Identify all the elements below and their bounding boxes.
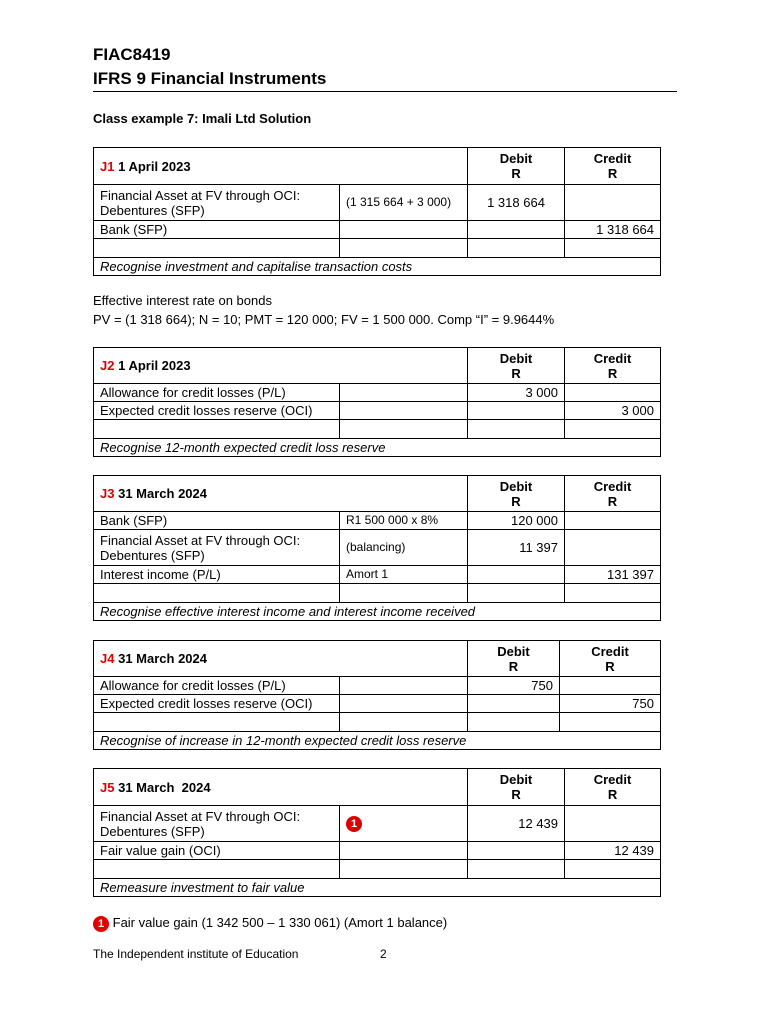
journal-title: [94, 769, 468, 806]
debit-header: Debit R: [468, 769, 565, 806]
journal-ref: J5: [100, 779, 115, 795]
journal-row: [94, 842, 661, 860]
debit-amount: 11 397: [468, 530, 565, 566]
journal-entry-j3: [93, 475, 661, 621]
journal-row: [94, 566, 661, 584]
calculation-note: [340, 384, 468, 402]
debit-amount: [468, 402, 565, 420]
journal-title: [94, 148, 468, 185]
credit-amount: 131 397: [565, 566, 661, 584]
credit-amount: [565, 530, 661, 566]
account-name: Bank (SFP): [94, 512, 340, 530]
credit-header: Credit R: [565, 148, 661, 185]
calculation-note: [340, 402, 468, 420]
journal-narration: Recognise of increase in 12-month expected credit loss reserve: [94, 732, 661, 750]
account-name: Financial Asset at FV through OCI: Debentures (SFP): [94, 806, 340, 842]
calculation-note: [340, 842, 468, 860]
account-name: Allowance for credit losses (P/L): [94, 677, 340, 695]
debit-amount: 750: [468, 677, 560, 695]
debit-amount: [468, 221, 565, 239]
journal-ref: J2: [100, 358, 115, 373]
course-code: FIAC8419: [93, 45, 171, 64]
journal-entry-j4: [93, 640, 661, 750]
journal-narration: Recognise 12-month expected credit loss reserve: [94, 439, 661, 457]
credit-amount: 1 318 664: [565, 221, 661, 239]
credit-amount: [565, 185, 661, 221]
journal-row: [94, 695, 661, 713]
account-name: Bank (SFP): [94, 221, 340, 239]
footnote: [93, 914, 447, 932]
footnote-text: Fair value gain (1 342 500 – 1 330 061) (Amort 1 balance): [112, 915, 448, 930]
journal-ref: J1: [100, 158, 115, 174]
journal-date: 1 April 2023: [118, 358, 191, 373]
footnote-marker-icon: 1: [93, 916, 109, 932]
header-divider: [93, 91, 677, 92]
journal-row: [94, 677, 661, 695]
journal-narration: Recognise investment and capitalise transaction costs: [94, 258, 661, 276]
debit-amount: 120 000: [468, 512, 565, 530]
journal-date: 31 March 2024: [118, 486, 207, 501]
journal-title: [94, 348, 468, 384]
blank-row: [94, 713, 661, 732]
debit-amount: [468, 695, 560, 713]
debit-amount: 12 439: [468, 806, 565, 842]
journal-date: 31 March 2024: [118, 651, 207, 666]
credit-amount: [565, 806, 661, 842]
debit-header: Debit R: [468, 476, 565, 512]
journal-row: [94, 530, 661, 566]
account-name: Allowance for credit losses (P/L): [94, 384, 340, 402]
blank-row: [94, 584, 661, 603]
credit-amount: 750: [560, 695, 661, 713]
debit-amount: 1 318 664: [468, 185, 565, 221]
journal-date: 31 March 2024: [118, 779, 211, 795]
debit-amount: [468, 842, 565, 860]
debit-header: Debit R: [468, 641, 560, 677]
blank-row: [94, 239, 661, 258]
blank-row: [94, 420, 661, 439]
calculation-note: Amort 1: [340, 566, 468, 584]
account-name: Financial Asset at FV through OCI: Debentures (SFP): [94, 530, 340, 566]
journal-row: [94, 384, 661, 402]
page-number: 2: [380, 947, 387, 961]
journal-entry-j5: [93, 768, 661, 897]
journal-row: [94, 512, 661, 530]
journal-row: [94, 185, 661, 221]
eir-heading: Effective interest rate on bonds: [93, 293, 272, 308]
journal-row: [94, 221, 661, 239]
credit-amount: [565, 512, 661, 530]
journal-narration: Recognise effective interest income and interest income received: [94, 603, 661, 621]
calculation-note: [340, 695, 468, 713]
credit-header: Credit R: [565, 769, 661, 806]
journal-ref: J4: [100, 651, 115, 666]
calculation-note: [340, 806, 468, 842]
page-title: IFRS 9 Financial Instruments: [93, 69, 327, 88]
journal-title: [94, 476, 468, 512]
journal-date: 1 April 2023: [118, 158, 191, 174]
footnote-marker-icon: 1: [346, 816, 362, 832]
eir-calculation: PV = (1 318 664); N = 10; PMT = 120 000; FV = 1 500 000. Comp “I” = 9.9644%: [93, 312, 555, 327]
journal-title: [94, 641, 468, 677]
calculation-note: [340, 221, 468, 239]
footer-institute: The Independent institute of Education: [93, 947, 299, 961]
debit-header: Debit R: [468, 348, 565, 384]
journal-ref: J3: [100, 486, 115, 501]
calculation-note: [340, 677, 468, 695]
account-name: Financial Asset at FV through OCI: Debentures (SFP): [94, 185, 340, 221]
account-name: Interest income (P/L): [94, 566, 340, 584]
account-name: Fair value gain (OCI): [94, 842, 340, 860]
credit-amount: [565, 384, 661, 402]
credit-header: Credit R: [565, 476, 661, 512]
example-title: Class example 7: Imali Ltd Solution: [93, 111, 312, 126]
journal-narration: Remeasure investment to fair value: [94, 879, 661, 897]
credit-amount: 3 000: [565, 402, 661, 420]
account-name: Expected credit losses reserve (OCI): [94, 402, 340, 420]
debit-amount: 3 000: [468, 384, 565, 402]
calculation-note: (1 315 664 + 3 000): [340, 185, 468, 221]
credit-header: Credit R: [565, 348, 661, 384]
debit-amount: [468, 566, 565, 584]
debit-header: Debit R: [468, 148, 565, 185]
calculation-note: (balancing): [340, 530, 468, 566]
blank-row: [94, 860, 661, 879]
journal-row: [94, 806, 661, 842]
account-name: Expected credit losses reserve (OCI): [94, 695, 340, 713]
journal-row: [94, 402, 661, 420]
credit-amount: 12 439: [565, 842, 661, 860]
credit-amount: [560, 677, 661, 695]
credit-header: Credit R: [560, 641, 661, 677]
journal-entry-j2: [93, 347, 661, 457]
calculation-note: R1 500 000 x 8%: [340, 512, 468, 530]
journal-entry-j1: [93, 147, 661, 276]
